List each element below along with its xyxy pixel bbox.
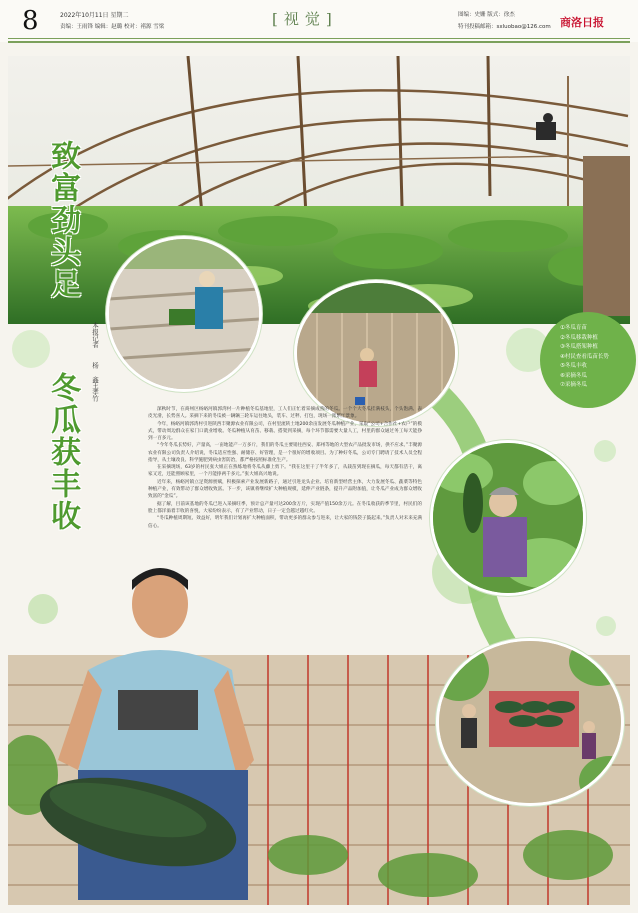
decoration-circle	[12, 330, 50, 368]
caption-item: ①冬瓜育苗	[560, 325, 587, 331]
header-divider	[8, 38, 630, 39]
article-paragraph: 今年，杨峪河镇郭湾村引进陕西丰聚源农业有限公司，在村里流转土地200余亩发展冬瓜种植产业，采取“公司+合作社+农户”的模式，带动周边群众在家门口就业增收。冬瓜种植从育苗、移栽、搭架到采摘，每个环节都需要大量人工，村里的群众通过务工每天能挣到一百多元。	[148, 421, 422, 441]
caption-item: ⑦采摘冬瓜	[560, 382, 587, 388]
issue-date: 2022年10月11日 星期二	[60, 12, 129, 19]
farmer-portrait	[18, 560, 258, 900]
article-body	[148, 406, 422, 530]
article-paragraph: “今年冬瓜长势好，产量高，一亩地能产一万多斤，我们的冬瓜主要销往西安、郑州等地的大型农产品批发市场，供不应求。”丰聚源农业有限公司负责人介绍说，冬瓜适应性强、耐储存、好管理，是一个很好的增收项目。为了种好冬瓜，公司专门聘请了技术人员全程指导，从土壤改良、科学施肥到病虫害防治，都严格按照标准化生产。	[148, 443, 422, 463]
article-paragraph: 在采摘现场，63岁的村民张大姐正在熟练地将冬瓜从藤上剪下。“我在这里干了半年多了，从栽苗到现在摘瓜，每天都有活干，离家又近，还能照顾家里，一个月能挣两千多元。”张大姐高兴地说。	[148, 465, 422, 478]
caption-item: ④村民查看瓜苗长势	[560, 353, 609, 360]
header-divider-thick	[8, 41, 630, 43]
editors-line: 责编：王雨锋 编辑：赵璐 校对：褚源 雪梁	[60, 24, 165, 30]
section-title: [视觉]	[272, 10, 338, 28]
article-paragraph: 深秋时节，在商州区杨峪河镇郭湾村一片种植冬瓜基地里，工人们正忙着采摘成熟的冬瓜。一个个大冬瓜挂满枝头，个头饱满、表皮光滑，长势喜人。采摘下来的冬瓜被一辆辆三轮车运往地头，装车、过秤、打包，现场一派繁忙景象。	[148, 407, 422, 420]
decoration-circle	[596, 616, 616, 636]
photo-captions	[560, 324, 632, 392]
headline-part-2: 冬瓜获丰收	[45, 372, 80, 532]
byline-role: 本报记者	[91, 322, 99, 348]
caption-item: ⑤冬瓜丰收	[560, 363, 587, 369]
greenhouse-photo	[8, 56, 630, 324]
page-number: 8	[22, 6, 39, 36]
article-paragraph: “冬瓜种植周期短、效益好，明年我们计划再扩大种植面积，带动更多的群众参与进来，让大家的钱袋子鼓起来。”负责人对未来充满信心。	[148, 516, 422, 529]
article-paragraph: 据了解，目前该基地的冬瓜已进入采摘旺季，预计总产量可达200余万斤，实现产值150余万元。在冬瓜收获的季节里，村民们的脸上都洋溢着丰收的喜悦，大家纷纷表示，有了产业带动，日子一定会越过越红火。	[148, 501, 422, 514]
caption-item: ⑥采摘冬瓜	[560, 372, 587, 379]
byline-name-1: 杨 鑫	[91, 362, 99, 383]
greenhouse-illustration	[8, 56, 630, 324]
header-info-right-1: 图编：史姗 版式：徐杰	[458, 12, 515, 18]
decoration-circle	[594, 440, 616, 462]
photo-truck-loading	[436, 638, 624, 806]
photo-transplanting	[294, 280, 458, 426]
photo-seedlings	[106, 236, 262, 392]
article-paragraph: 近年来，杨峪河镇立足资源禀赋，积极探索产业发展新路子，通过引进龙头企业、培育新型经营主体，大力发展冬瓜、蔬菜等特色种植产业，有效带动了群众增收致富。下一步，该镇将继续扩大种植规模，延伸产业链条，提升产品附加值，让冬瓜产业成为群众增收致富的“金瓜”。	[148, 479, 422, 500]
caption-item: ③冬瓜搭架种植	[560, 344, 598, 350]
byline-name-2: 王孝竹	[91, 382, 99, 402]
photo-farmer-vines	[430, 440, 586, 596]
page-header	[0, 0, 638, 42]
caption-item: ②冬瓜移栽种植	[560, 334, 598, 341]
header-info-right-2: 特刊投稿邮箱：sxluobao@126.com	[458, 24, 551, 30]
headline-part-1: 致富劲头足	[45, 140, 80, 300]
newspaper-logo: 商洛日报	[560, 16, 604, 29]
